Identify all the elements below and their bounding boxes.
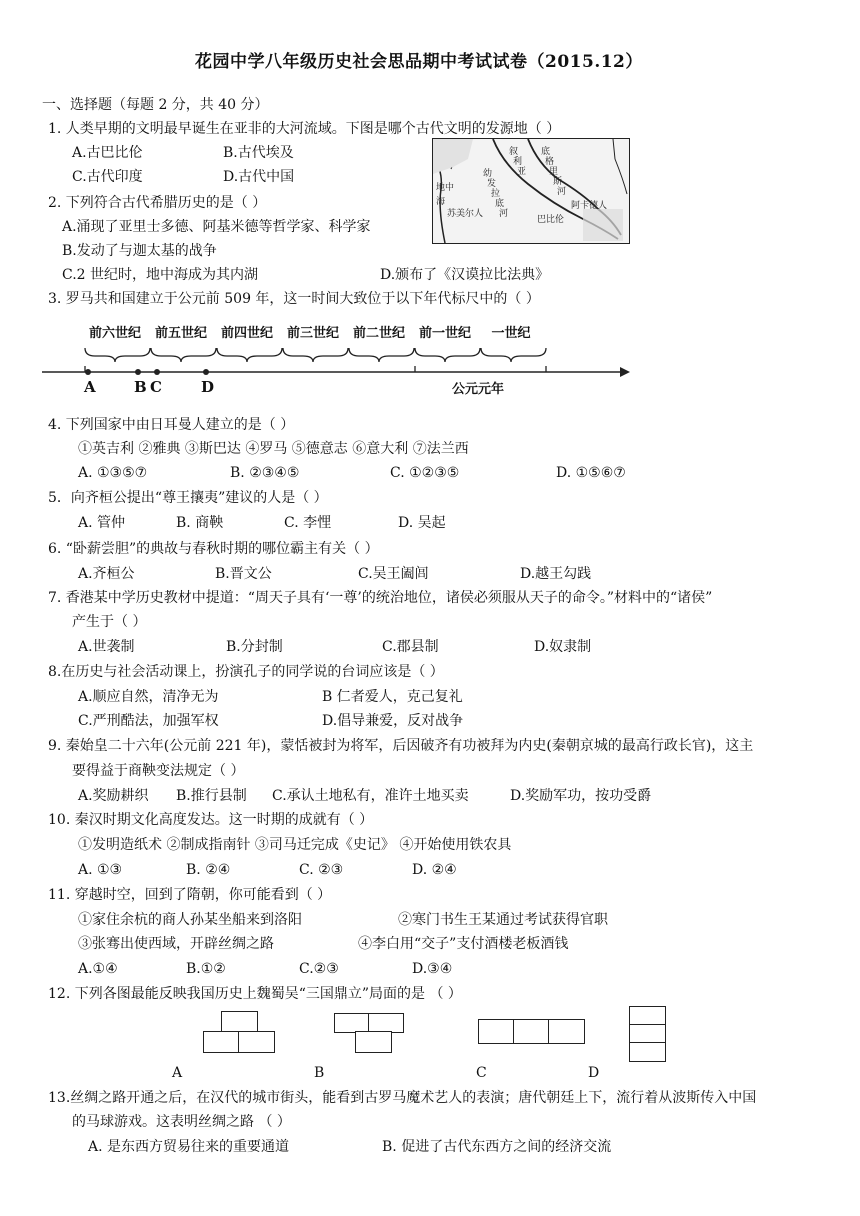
map-label: 阿卡德人 <box>571 201 608 211</box>
q10-stem: 10. 秦汉时期文化高度发达。这一时期的成就有（ ） <box>48 812 374 828</box>
q11-option-b: B.①② <box>186 961 226 977</box>
q10-option-a: A. ①③ <box>78 862 123 878</box>
q2-stem: 2. 下列符合古代希腊历史的是（ ） <box>48 195 267 211</box>
map-label: 格 <box>545 157 555 167</box>
map-label: 发 <box>487 179 497 189</box>
mesopotamia-map <box>432 138 630 244</box>
q10-option-c: C. ②③ <box>299 862 344 878</box>
q7-option-a: A.世袭制 <box>78 639 135 655</box>
q4-items: ①英吉利 ②雅典 ③斯巴达 ④罗马 ⑤德意志 ⑥意大利 ⑦法兰西 <box>78 441 469 457</box>
q8-option-a: A.顺应自然，清净无为 <box>78 689 219 705</box>
timeline-point-d: D <box>201 378 215 396</box>
q12-stem: 12. 下列各图最能反映我国历史上魏蜀吴“三国鼎立”局面的是 （ ） <box>48 986 462 1002</box>
q1-option-c: C.古代印度 <box>72 169 143 185</box>
map-label: 地中 <box>436 183 455 193</box>
q9-stem: 9. 秦始皇二十六年(公元前 221 年)，蒙恬被封为将军，后因破齐有功被拜为内史(秦朝京城的最高行政长官)，这主 <box>48 738 754 754</box>
q13-stem: 13.丝绸之路开通之后，在汉代的城市街头，能看到古罗马魔术艺人的表演；唐代朝廷上下，流行着从波斯传入中国 <box>48 1090 757 1106</box>
map-label: 底 <box>541 147 551 157</box>
q9-option-d: D.奖励军功，按功受爵 <box>510 788 652 804</box>
q13-stem-cont: 的马球游戏。这表明丝绸之路 （ ） <box>72 1114 291 1130</box>
timeline-segment: 前三世纪 <box>286 326 339 341</box>
q1-stem: 1. 人类早期的文明最早诞生在亚非的大河流域。下图是哪个古代文明的发源地（ ） <box>48 121 561 137</box>
q8-option-c: C.严刑酷法，加强军权 <box>78 713 219 729</box>
q7-option-c: C.郡县制 <box>382 639 439 655</box>
q12-label-b: B <box>314 1065 325 1081</box>
q4-option-d: D. ①⑤⑥⑦ <box>556 465 626 481</box>
map-label: 斯 <box>553 177 563 187</box>
q12-label-a: A <box>172 1065 183 1081</box>
q6-option-a: A.齐桓公 <box>78 566 135 582</box>
map-label: 利 <box>513 157 523 167</box>
q6-option-d: D.越王勾践 <box>520 566 592 582</box>
q1-option-b: B.古代埃及 <box>223 145 294 161</box>
q6-option-b: B.晋文公 <box>215 566 272 582</box>
map-label: 底 <box>495 199 505 209</box>
q5-option-c: C. 李悝 <box>284 515 332 531</box>
q7-option-b: B.分封制 <box>226 639 283 655</box>
q12-label-d: D <box>588 1065 600 1081</box>
q5-stem: 5．向齐桓公提出“尊王攘夷”建议的人是（ ） <box>48 490 328 506</box>
q4-option-b: B. ②③④⑤ <box>230 465 300 481</box>
q11-option-a: A.①④ <box>78 961 118 977</box>
q11-option-d: D.③④ <box>412 961 453 977</box>
q10-option-b: B. ②④ <box>186 862 231 878</box>
q11-stem: 11. 穿越时空，回到了隋朝，你可能看到（ ） <box>48 887 332 903</box>
q10-items: ①发明造纸术 ②制成指南针 ③司马迁完成《史记》 ④开始使用铁农具 <box>78 837 512 853</box>
timeline-point-b: B <box>134 378 147 396</box>
q8-stem: 8.在历史与社会活动课上，扮演孔子的同学说的台词应该是（ ） <box>48 664 444 680</box>
q1-option-a: A.古巴比伦 <box>72 145 143 161</box>
timeline-segment: 前二世纪 <box>352 326 405 341</box>
q10-option-d: D. ②④ <box>412 862 457 878</box>
q9-stem-cont: 要得益于商鞅变法规定（ ） <box>72 763 245 779</box>
q1-option-d: D.古代中国 <box>223 169 295 185</box>
q4-option-a: A. ①③⑤⑦ <box>78 465 148 481</box>
q2-option-c: C.2 世纪时，地中海成为其内湖 <box>62 267 259 283</box>
timeline-point-a: A <box>84 378 96 396</box>
q5-option-a: A. 管仲 <box>78 515 126 531</box>
q7-option-d: D.奴隶制 <box>534 639 592 655</box>
q8-option-d: D.倡导兼爱，反对战争 <box>322 713 464 729</box>
q2-option-a: A.涌现了亚里士多德、阿基米德等哲学家、科学家 <box>62 219 371 235</box>
q11-item-3: ③张骞出使西域，开辟丝绸之路 <box>78 936 274 952</box>
map-label: 河 <box>499 209 509 219</box>
q7-stem: 7. 香港某中学历史教材中提道：“周天子具有‘一尊’的统治地位，诸侯必须服从天子的命令。”材料中的“诸侯” <box>48 590 713 606</box>
q3-stem: 3. 罗马共和国建立于公元前 509 年，这一时间大致位于以下年代标尺中的（ ） <box>48 291 540 307</box>
q2-option-b: B.发动了与迦太基的战争 <box>62 243 217 259</box>
map-label: 巴比伦 <box>537 215 565 225</box>
map-label: 里 <box>549 167 559 177</box>
q11-option-c: C.②③ <box>299 961 339 977</box>
q7-stem-cont: 产生于（ ） <box>72 614 147 630</box>
q11-item-1: ①家住余杭的商人孙某坐船来到洛阳 <box>78 912 302 928</box>
timeline-scale <box>40 322 640 412</box>
map-label: 海 <box>436 197 446 207</box>
map-label: 拉 <box>491 189 501 199</box>
q11-item-2: ②寒门书生王某通过考试获得官职 <box>398 912 608 928</box>
section-heading: 一、选择题（每题 2 分，共 40 分） <box>42 97 269 113</box>
page-title: 花园中学八年级历史社会思品期中考试试卷（2015.12） <box>195 52 643 72</box>
q13-option-a: A. 是东西方贸易往来的重要通道 <box>88 1139 290 1155</box>
timeline-axis <box>40 336 640 396</box>
timeline-segment: 前一世纪 <box>418 326 471 341</box>
q4-option-c: C. ①②③⑤ <box>390 465 460 481</box>
q9-option-b: B.推行县制 <box>176 788 247 804</box>
q12-label-c: C <box>476 1065 487 1081</box>
q6-stem: 6. “卧薪尝胆”的典故与春秋时期的哪位霸主有关（ ） <box>48 541 379 557</box>
q11-item-4: ④李白用“交子”支付酒楼老板酒钱 <box>358 936 569 952</box>
timeline-origin: 公元元年 <box>452 382 505 397</box>
timeline-segment: 前五世纪 <box>154 326 207 341</box>
q2-option-d: D.颁布了《汉谟拉比法典》 <box>380 267 550 283</box>
timeline-point-c: C <box>150 378 162 396</box>
map-label: 叙 <box>509 147 519 157</box>
q5-option-d: D. 吴起 <box>398 515 446 531</box>
timeline-segment: 前六世纪 <box>88 326 141 341</box>
q8-option-b: B 仁者爱人，克己复礼 <box>322 689 463 705</box>
timeline-segment: 一世纪 <box>491 326 531 341</box>
map-label: 苏美尔人 <box>447 209 484 219</box>
map-label: 幼 <box>483 169 493 179</box>
q4-stem: 4. 下列国家中由日耳曼人建立的是（ ） <box>48 417 295 433</box>
q6-option-c: C.吴王阖闾 <box>358 566 429 582</box>
q9-option-c: C.承认土地私有，准许土地买卖 <box>272 788 469 804</box>
map-label: 亚 <box>517 167 527 177</box>
timeline-segment: 前四世纪 <box>220 326 273 341</box>
map-label: 河 <box>557 187 567 197</box>
q13-option-b: B. 促进了古代东西方之间的经济交流 <box>382 1139 612 1155</box>
q9-option-a: A.奖励耕织 <box>78 788 149 804</box>
q5-option-b: B. 商鞅 <box>176 515 224 531</box>
